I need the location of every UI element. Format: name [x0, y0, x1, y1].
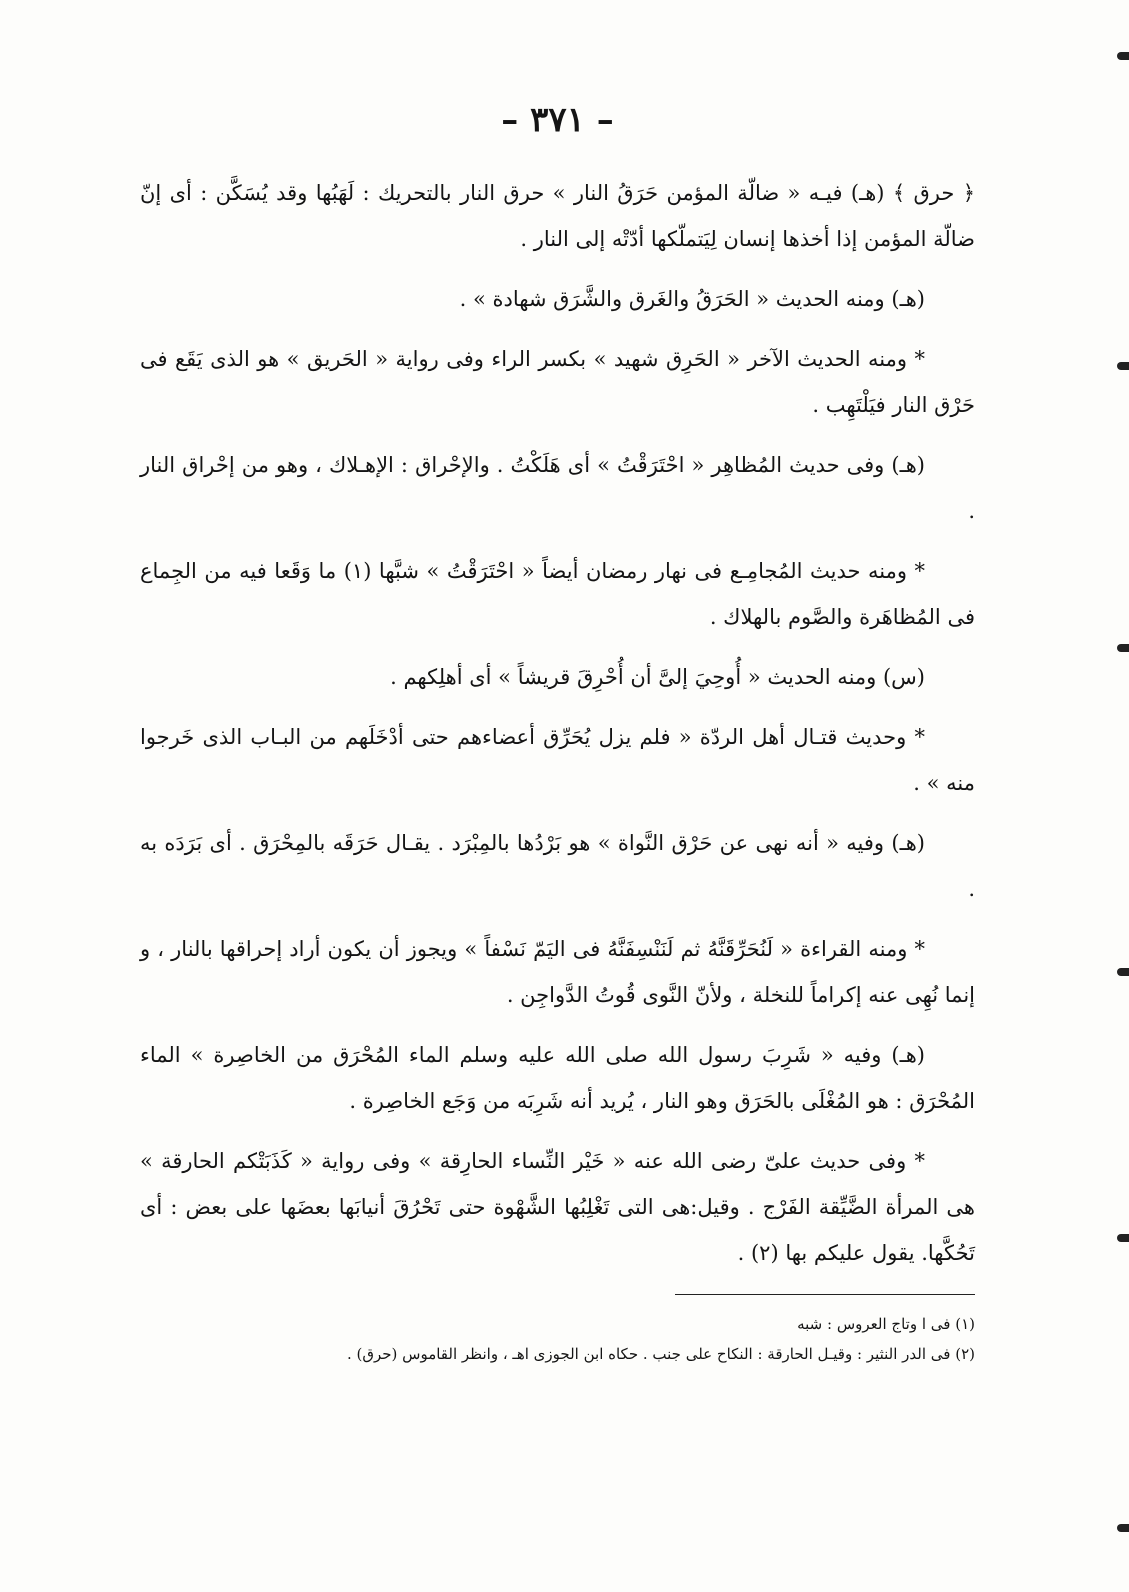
paragraph: (س) ومنه الحديث « أُوحِيَ إلىَّ أن أُحْرِقَ قريشاً » أى أهلِكهم . — [390, 665, 925, 689]
document-page — [140, 100, 975, 1369]
edge-mark — [1117, 362, 1129, 370]
footnote: (١) فى ا وتاج العروس : شبه — [797, 1315, 975, 1333]
paragraph: (هـ) وفى حديث المُظاهِر « احْتَرَقْتُ » أى هَلَكْتُ . والإحْراق : الإهـلاك ، وهو من إحْراق النار . — [140, 453, 975, 523]
edge-mark — [1117, 1234, 1129, 1242]
paragraph: (هـ) وفيه « شَرِبَ رسول الله صلى الله عليه وسلم الماء المُحْرَق من الخاصِرة » الماء المُحْرَق : هو المُغْلَى بالحَرَق وهو النار ، يُريد أنه شَرِبَه من وَجَع الخاصِرة . — [140, 1043, 975, 1113]
paragraph-entry-header: ﴿ حرق ﴾ (هـ) فيـه « ضالّة المؤمن حَرَقُ النار » حرق النار بالتحريك : لَهَبُها وقد يُسَكَّن : أى إنّ ضالّة المؤمن إذا أخذها إنسان لِيَتملّكها أدّتْه إلى النار . — [140, 181, 975, 251]
paragraph: (هـ) ومنه الحديث « الحَرَقُ والغَرق والشَّرَق شهادة » . — [459, 287, 925, 311]
edge-mark — [1117, 644, 1129, 652]
paragraph: * وحديث قتـال أهل الردّة « فلم يزل يُحَرِّق أعضاءهم حتى أدْخَلَهم من البـاب الذى خَرجوا منه » . — [140, 725, 975, 795]
paragraph: * ومنه حديث المُجامِـع فى نهار رمضان أيضاً « احْتَرَقْتُ » شبَّها (١) ما وَقَعا فيه من الجِماع فى المُظاهَرة والصَّوم بالهلاك . — [140, 559, 975, 629]
edge-mark — [1117, 1524, 1129, 1532]
footnote-divider — [675, 1294, 975, 1295]
paragraph: (هـ) وفيه « أنه نهى عن حَرْق النَّواة » هو بَرْدُها بالمِبْرَد . يقـال حَرَقَه بالمِحْرَق . أى بَرَدَه به . — [140, 831, 975, 901]
paragraph: * ومنه الحديث الآخر « الحَرِق شهيد » بكسر الراء وفى رواية « الحَريق » هو الذى يَقَع فى حَرْق النار فيَلْتَهِب . — [140, 347, 975, 417]
footnotes — [140, 1294, 975, 1369]
edge-mark — [1117, 968, 1129, 976]
paragraph: * وفى حديث علىّ رضى الله عنه « خَيْر النِّساء الحارِقة » وفى رواية « كَذَبَتْكم الحارقة » هى المرأة الضَّيِّقة الفَرْج . وقيل:هى التى تَغْلِبُها الشَّهْوة حتى تَحْرُقَ أنيابَها بعضَها على بعض : أى تَحُكَّها. يقول عليكم بها (٢) . — [140, 1149, 975, 1265]
footnote: (٢) فى الدر النثير : وقيـل الحارقة : النكاح على جنب . حكاه ابن الجوزى اهـ ، وانظر القاموس (حرق) . — [346, 1345, 975, 1363]
paragraph: * ومنه القراءة « لَنُحَرِّقَنَّهُ ثم لَنَنْسِفَنَّهُ فى اليَمّ نَسْفاً » ويجوز أن يكون أراد إحراقها بالنار ، و إنما نُهِى عنه إكراماً للنخلة ، ولأنّ النَّوى قُوتُ الدَّواجِن . — [140, 937, 975, 1007]
page-number: – ٣٧١ – — [501, 100, 614, 140]
edge-mark — [1117, 52, 1129, 60]
